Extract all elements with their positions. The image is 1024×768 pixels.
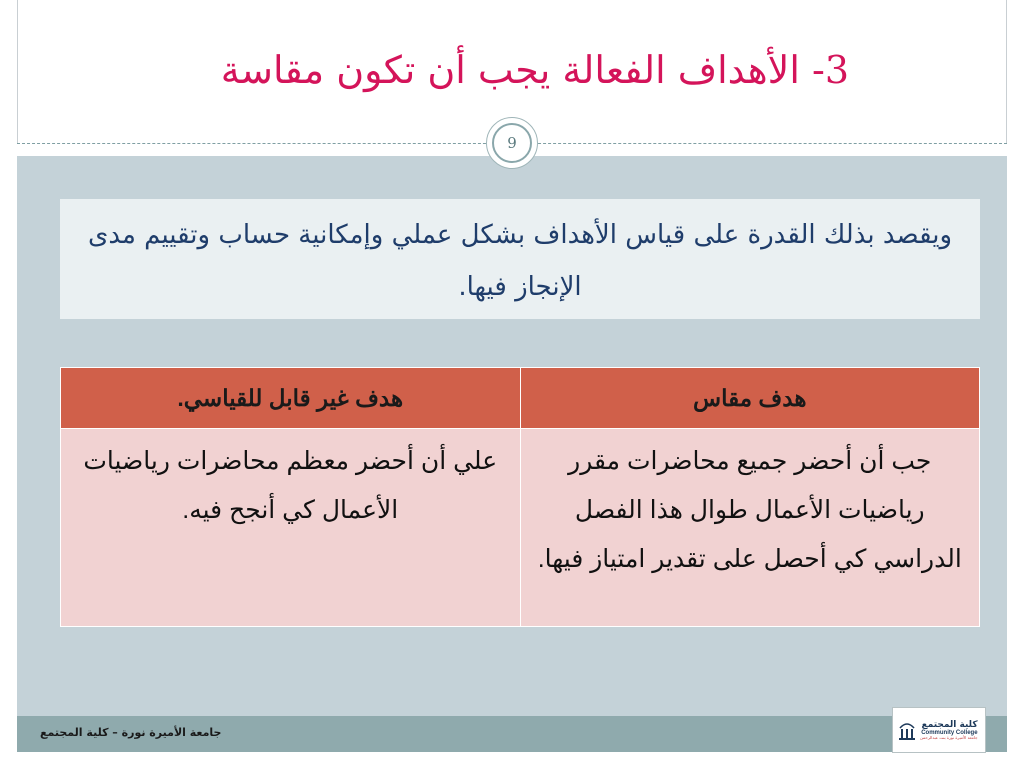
slide-title: 3- الأهداف الفعالة يجب أن تكون مقاسة bbox=[220, 48, 849, 92]
intro-text-box bbox=[60, 199, 980, 319]
header-measurable-goal: هدف مقاس bbox=[520, 368, 980, 429]
college-logo bbox=[892, 707, 986, 753]
logo-english-name: Community College bbox=[921, 729, 978, 736]
table-header-row bbox=[61, 368, 980, 429]
page-number-badge bbox=[486, 117, 538, 169]
cell-measurable-goal: جب أن أحضر جميع محاضرات مقرر رياضيات الأعمال طوال هذا الفصل الدراسي كي أحصل على تقدير امتياز فيها. bbox=[520, 429, 980, 627]
footer-text: جامعة الأميرة نورة – كلية المجتمع bbox=[40, 726, 222, 739]
comparison-table bbox=[60, 367, 980, 627]
intro-text: ويقصد بذلك القدرة على قياس الأهداف بشكل عملي وإمكانية حساب وتقييم مدى الإنجاز فيها. bbox=[87, 220, 953, 302]
page-number: 9 bbox=[492, 123, 532, 163]
table-row bbox=[61, 429, 980, 627]
logo-arabic-name: كلية المجتمع bbox=[921, 719, 978, 730]
logo-subtitle: جامعة الأميرة نورة بنت عبدالرحمن bbox=[920, 734, 978, 740]
header-unmeasurable-goal: هدف غير قابل للقياسي. bbox=[61, 368, 521, 429]
college-emblem-icon bbox=[897, 718, 917, 742]
cell-unmeasurable-goal: علي أن أحضر معظم محاضرات رياضيات الأعمال كي أنجح فيه. bbox=[61, 429, 521, 627]
